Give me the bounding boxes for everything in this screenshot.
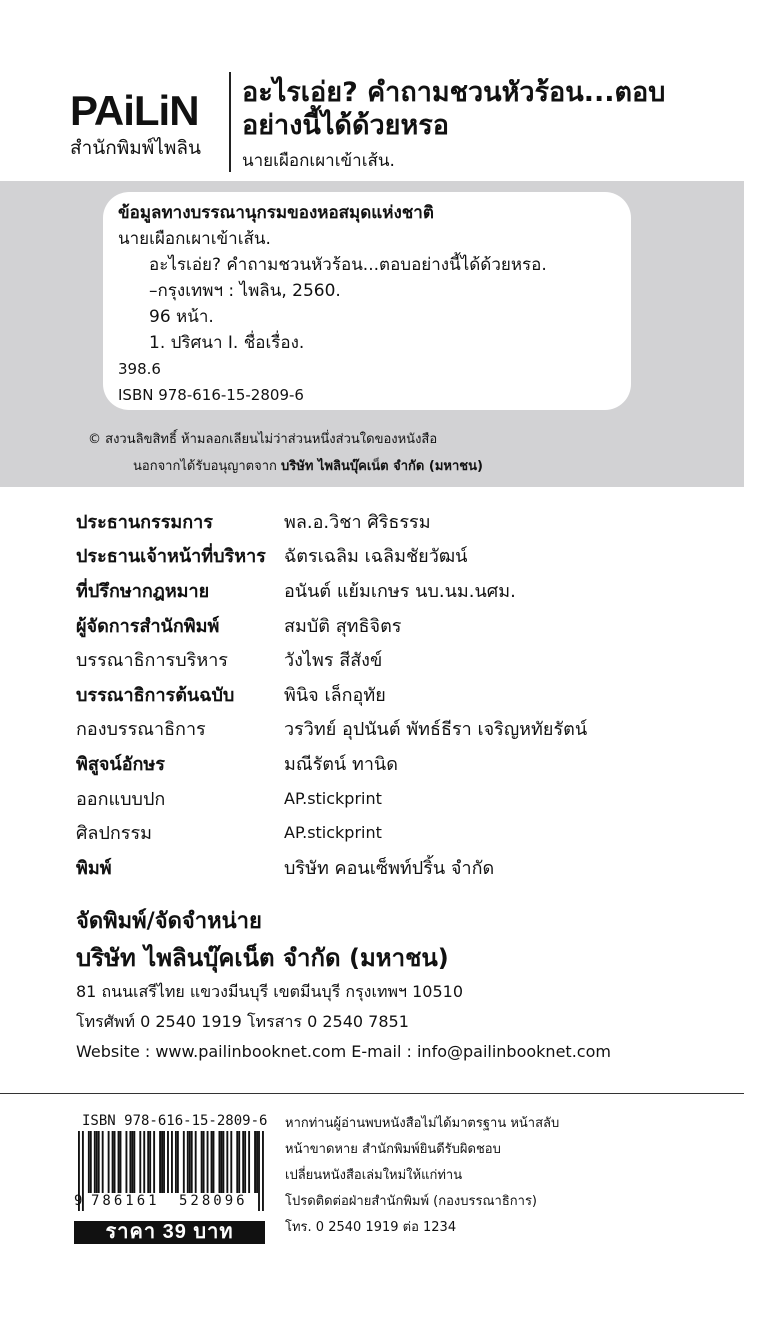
staff-role: ประธานกรรมการ (76, 511, 213, 533)
staff-row (76, 677, 716, 712)
staff-name: พินิจ เล็กอุทัย (284, 684, 386, 706)
barcode-bar (238, 1131, 240, 1193)
price-label: ราคา 39 บาท (74, 1221, 265, 1244)
barcode-bar (187, 1131, 189, 1193)
staff-row (76, 608, 716, 643)
barcode-bar (149, 1131, 151, 1193)
bottom-divider (0, 1093, 744, 1094)
staff-role: พิมพ์ (76, 857, 112, 879)
staff-row (76, 815, 716, 850)
barcode-digits-right: 528096 (179, 1193, 248, 1209)
staff-role: ออกแบบปก (76, 788, 166, 810)
barcode-bar (175, 1131, 177, 1193)
cip-line: นายเผือกเผาเข้าเส้น. (118, 229, 271, 249)
barcode-bar (195, 1131, 197, 1193)
barcode-bar (163, 1131, 165, 1193)
staff-role: พิสูจน์อักษร (76, 753, 165, 775)
barcode-bar (203, 1131, 205, 1193)
notice-line: เปลี่ยนหนังสือเล่มใหม่ให้แก่ท่าน (285, 1168, 463, 1183)
staff-role: บรรณาธิการต้นฉบับ (76, 684, 235, 706)
barcode-bar (211, 1131, 213, 1193)
staff-name: อนันต์ แย้มเกษร นบ.นม.นศม. (284, 580, 516, 602)
barcode-bar (222, 1131, 224, 1193)
barcode-bar (230, 1131, 232, 1193)
distributor-company: บริษัท ไพลินบุ๊คเน็ต จำกัด (มหาชน) (76, 944, 449, 972)
barcode-digits (74, 1193, 270, 1213)
notice-line: โปรดติดต่อฝ่ายสำนักพิมพ์ (กองบรรณาธิการ) (285, 1194, 537, 1209)
barcode-bar (96, 1131, 98, 1193)
barcode-bar (226, 1131, 228, 1193)
cip-classification: 398.6 (118, 360, 161, 378)
staff-name: วรวิทย์ อุปนันต์ พัทธ์ธีรา เจริญหทัยรัตน์ (284, 719, 588, 741)
barcode-bar (120, 1131, 122, 1193)
distributor-address: 81 ถนนเสรีไทย แขวงมีนบุรี เขตมีนบุรี กรุงเทพฯ 10510 (76, 982, 463, 1001)
copyright-company: บริษัท ไพลินบุ๊คเน็ต จำกัด (มหาชน) (281, 459, 483, 474)
notice-line: โทร. 0 2540 1919 ต่อ 1234 (285, 1220, 457, 1235)
cip-line: 96 หน้า. (149, 307, 214, 327)
copyright-prefix: นอกจากได้รับอนุญาตจาก (133, 459, 277, 474)
barcode-bar (112, 1131, 114, 1193)
staff-row (76, 504, 716, 539)
barcode-bar (98, 1131, 100, 1193)
barcode-bar (139, 1131, 141, 1193)
barcode-bar (114, 1131, 116, 1193)
cip-line: อะไรเอ่ย? คำถามชวนหัวร้อน...ตอบอย่างนี้ได้ด้วยหรอ. (149, 255, 547, 275)
barcode-bar (102, 1131, 104, 1193)
staff-list (76, 504, 716, 885)
staff-row (76, 712, 716, 747)
barcode-bar (143, 1131, 145, 1193)
staff-row (76, 642, 716, 677)
distributor-label: จัดพิมพ์/จัดจำหน่าย (76, 909, 262, 934)
publisher-logo (70, 88, 220, 160)
staff-name: พล.อ.วิชา ศิริธรรม (284, 511, 431, 533)
barcode-bar (167, 1131, 169, 1193)
staff-role: ประธานเจ้าหน้าที่บริหาร (76, 546, 266, 568)
barcode-bar (189, 1131, 191, 1193)
staff-row (76, 573, 716, 608)
barcode-bar (183, 1131, 185, 1193)
barcode-bar (191, 1131, 193, 1193)
barcode-bar (159, 1131, 161, 1193)
barcode-bar (254, 1131, 256, 1193)
staff-row (76, 539, 716, 574)
barcode-bar (133, 1131, 135, 1193)
notice-line: หน้าขาดหาย สำนักพิมพ์ยินดีรับผิดชอบ (285, 1142, 501, 1157)
logo-wordmark: PAiLiN (70, 87, 199, 134)
barcode-bar (147, 1131, 149, 1193)
copyright-line: © สงวนลิขสิทธิ์ ห้ามลอกเลียนไม่ว่าส่วนหนึ่งส่วนใดของหนังสือ (88, 432, 438, 447)
cip-block (118, 200, 628, 408)
cip-isbn: ISBN 978-616-15-2809-6 (118, 386, 304, 404)
copyright-notice (88, 426, 708, 480)
staff-role: ที่ปรึกษากฎหมาย (76, 580, 210, 602)
book-title: อะไรเอ่ย? คำถามชวนหัวร้อน...ตอบอย่างนี้ได้ด้วยหรอ (242, 77, 666, 141)
barcode-bar (90, 1131, 92, 1193)
barcode-bar (256, 1131, 258, 1193)
barcode-isbn: ISBN 978-616-15-2809-6 (82, 1113, 268, 1129)
barcode-bar (153, 1131, 155, 1193)
book-author: นายเผือกเผาเข้าเส้น. (242, 151, 395, 171)
staff-name: AP.stickprint (284, 788, 382, 808)
barcode-bar (242, 1131, 244, 1193)
staff-name: ฉัตรเฉลิม เฉลิมชัยวัฒน์ (284, 546, 468, 568)
barcode-bar (171, 1131, 173, 1193)
barcode-bar (218, 1131, 220, 1193)
staff-role: กองบรรณาธิการ (76, 719, 206, 741)
staff-row (76, 850, 716, 885)
barcode-bar (131, 1131, 133, 1193)
staff-name: มณีรัตน์ ทานิด (284, 753, 398, 775)
staff-name: AP.stickprint (284, 823, 382, 843)
cip-heading: ข้อมูลทางบรรณานุกรมของหอสมุดแห่งชาติ (118, 203, 434, 223)
barcode-bar (177, 1131, 179, 1193)
barcode-bar (201, 1131, 203, 1193)
barcode-bar (129, 1131, 131, 1193)
barcode-bar (125, 1131, 127, 1193)
barcode-digits-left: 786161 (91, 1193, 160, 1209)
notice-line: หากท่านผู้อ่านพบหนังสือไม่ได้มาตรฐาน หน้าสลับ (285, 1116, 560, 1131)
publisher-name: สำนักพิมพ์ไพลิน (70, 137, 202, 159)
barcode-bar (108, 1131, 110, 1193)
copyright-line (88, 453, 708, 480)
barcode-bar (244, 1131, 246, 1193)
header-divider (229, 72, 231, 172)
staff-row (76, 746, 716, 781)
barcode-digit-lead: 9 (74, 1193, 83, 1209)
barcode-bar (118, 1131, 120, 1193)
distributor-web: Website : www.pailinbooknet.com E-mail : info@pailinbooknet.com (76, 1042, 611, 1061)
staff-row (76, 781, 716, 816)
defect-notice (285, 1111, 615, 1241)
barcode-bar (94, 1131, 96, 1193)
barcode-bar (161, 1131, 163, 1193)
staff-role: ผู้จัดการสำนักพิมพ์ (76, 615, 220, 637)
staff-name: วังไพร สีสังข์ (284, 650, 383, 672)
barcode-bar (213, 1131, 215, 1193)
distributor-block (76, 905, 736, 1067)
cip-line: 1. ปริศนา I. ชื่อเรื่อง. (149, 333, 305, 353)
staff-name: บริษัท คอนเซ็พท์ปริ้น จำกัด (284, 857, 495, 879)
staff-role: บรรณาธิการบริหาร (76, 650, 228, 672)
barcode-bar (207, 1131, 209, 1193)
cip-line: –กรุงเทพฯ : ไพลิน, 2560. (149, 281, 341, 301)
barcode-bar (248, 1131, 250, 1193)
staff-name: สมบัติ สุทธิจิตร (284, 615, 402, 637)
barcode-bar (220, 1131, 222, 1193)
distributor-phone: โทรศัพท์ 0 2540 1919 โทรสาร 0 2540 7851 (76, 1012, 409, 1031)
barcode-bar (236, 1131, 238, 1193)
barcode-bar (88, 1131, 90, 1193)
staff-role: ศิลปกรรม (76, 823, 152, 845)
